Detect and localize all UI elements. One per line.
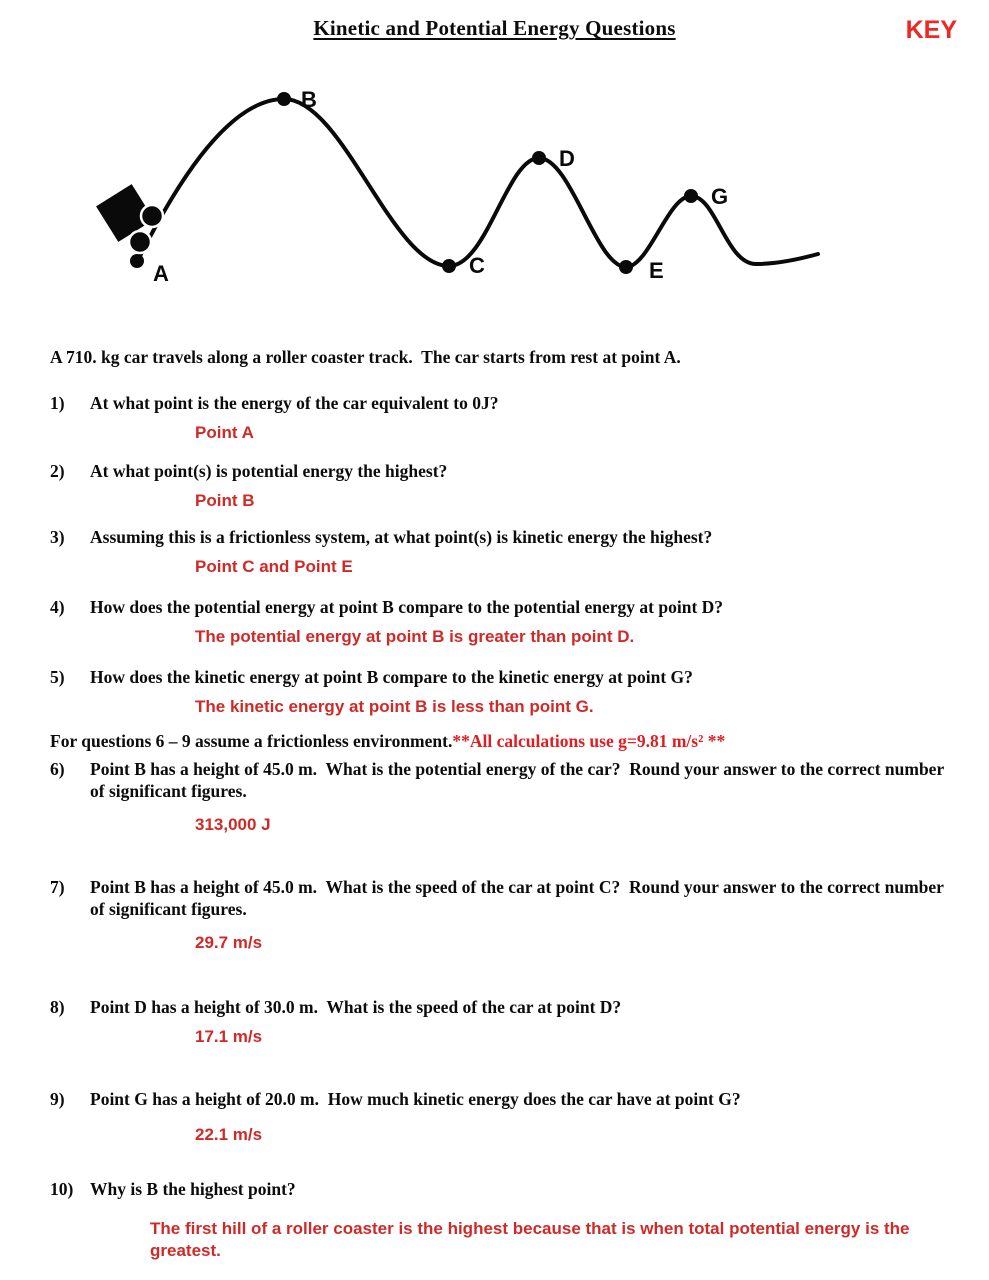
- point-label-e: E: [649, 258, 664, 283]
- point-label-g: G: [711, 184, 729, 209]
- track-curve: [137, 99, 818, 267]
- point-dot-d: [532, 151, 546, 165]
- question-2: [50, 460, 959, 512]
- note-red-text: **All calculations use g=9.81 m/s² **: [452, 731, 726, 751]
- question-number: 6): [50, 759, 65, 779]
- question-5: [50, 666, 959, 718]
- point-dot-g: [684, 189, 698, 203]
- question-text: Point B has a height of 45.0 m. What is the potential energy of the car? Round your answer to the correct number of significant figures.: [90, 759, 949, 801]
- point-dot-c: [442, 259, 456, 273]
- question-text: At what point(s) is potential energy the highest?: [90, 461, 448, 481]
- question-number: 5): [50, 667, 65, 687]
- question-4: [50, 596, 959, 648]
- question-number: 1): [50, 393, 65, 413]
- question-text: Why is B the highest point?: [90, 1179, 296, 1199]
- page-title: Kinetic and Potential Energy Questions: [313, 16, 676, 40]
- answer-text: 29.7 m/s: [195, 933, 263, 952]
- cart-icon: [96, 184, 163, 253]
- question-number: 2): [50, 461, 65, 481]
- question-text: How does the kinetic energy at point B compare to the kinetic energy at point G?: [90, 667, 693, 687]
- question-number: 4): [50, 597, 65, 617]
- question-1: [50, 392, 959, 444]
- frictionless-note: [50, 730, 959, 752]
- question-10: [50, 1178, 959, 1262]
- question-text: How does the potential energy at point B compare to the potential energy at point D?: [90, 597, 724, 617]
- point-dot-b: [277, 92, 291, 106]
- answer-text: 22.1 m/s: [195, 1125, 263, 1144]
- note-black-text: For questions 6 – 9 assume a frictionless environment.: [50, 731, 453, 751]
- question-number: 10): [50, 1179, 74, 1199]
- point-label-d: D: [559, 146, 575, 171]
- answer-text: Point C and Point E: [195, 557, 353, 576]
- question-3: [50, 526, 959, 578]
- question-6: [50, 758, 959, 836]
- answer-text: 17.1 m/s: [195, 1027, 263, 1046]
- question-text: Assuming this is a frictionless system, at what point(s) is kinetic energy the highest?: [90, 527, 713, 547]
- answer-key-badge: KEY: [905, 16, 957, 44]
- question-9: [50, 1088, 959, 1146]
- roller-coaster-diagram: [0, 70, 989, 310]
- point-label-a: A: [153, 261, 169, 286]
- problem-statement: A 710. kg car travels along a roller coaster track. The car starts from rest at point A.: [50, 347, 681, 367]
- answer-text: 313,000 J: [195, 815, 271, 834]
- question-number: 9): [50, 1089, 65, 1109]
- question-number: 8): [50, 997, 65, 1017]
- question-text: At what point is the energy of the car equivalent to 0J?: [90, 393, 499, 413]
- worksheet-body: [0, 346, 989, 1262]
- roller-coaster-track-svg: [0, 70, 989, 305]
- point-dot-a: [130, 254, 144, 268]
- point-label-b: B: [301, 87, 317, 112]
- answer-text: The first hill of a roller coaster is the highest because that is when total potential energy is the greatest.: [150, 1219, 910, 1260]
- question-8: [50, 996, 959, 1048]
- question-text: Point G has a height of 20.0 m. How much kinetic energy does the car have at point G?: [90, 1089, 741, 1109]
- question-number: 7): [50, 877, 65, 897]
- point-label-c: C: [469, 253, 485, 278]
- point-dot-e: [619, 260, 633, 274]
- question-7: [50, 876, 959, 954]
- question-number: 3): [50, 527, 65, 547]
- answer-text: The potential energy at point B is greater than point D.: [195, 627, 635, 646]
- answer-text: The kinetic energy at point B is less than point G.: [195, 697, 594, 716]
- answer-text: Point B: [195, 491, 255, 510]
- page-header: [0, 0, 989, 62]
- question-text: Point D has a height of 30.0 m. What is the speed of the car at point D?: [90, 997, 622, 1017]
- question-text: Point B has a height of 45.0 m. What is the speed of the car at point C? Round your answer to the correct number of significant figures.: [90, 877, 948, 919]
- answer-text: Point A: [195, 423, 254, 442]
